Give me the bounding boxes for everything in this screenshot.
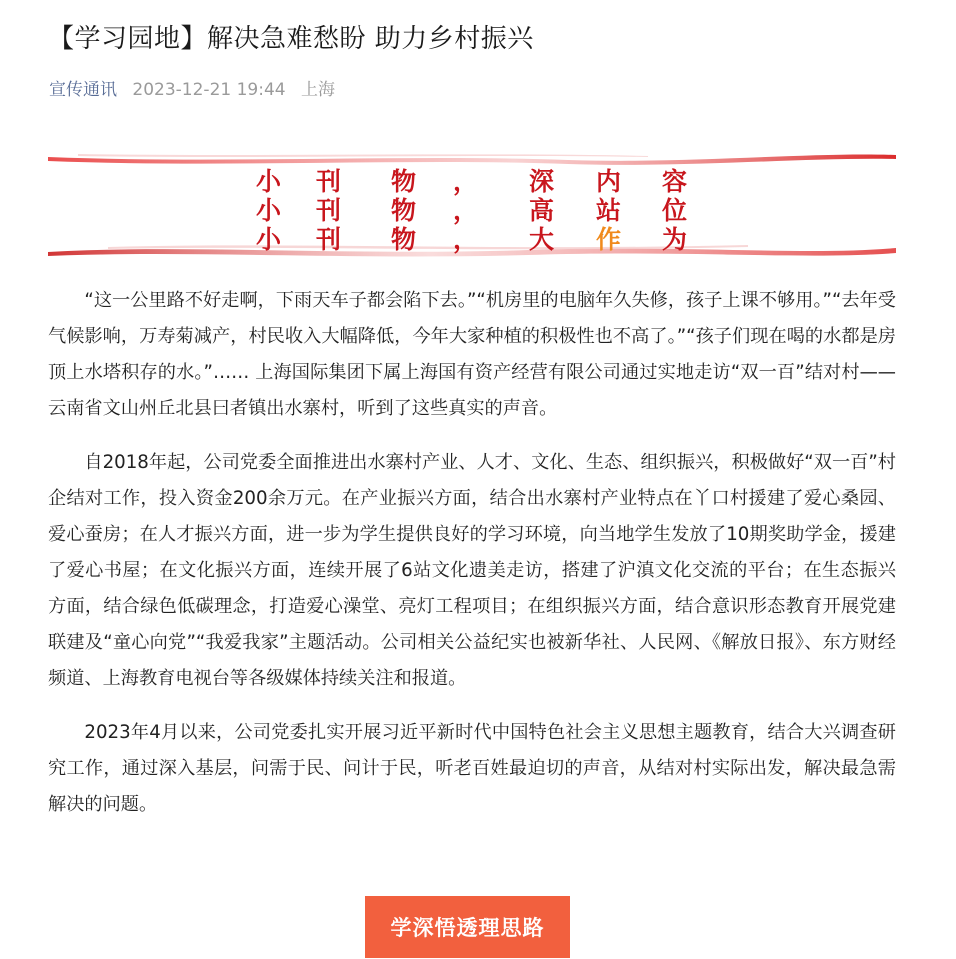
slogan-char: 刊 bbox=[316, 225, 342, 254]
header-banner bbox=[48, 152, 896, 258]
slogan-char: 小 bbox=[256, 196, 282, 225]
article-body bbox=[48, 283, 896, 841]
slogan-char: 内 bbox=[596, 167, 622, 196]
article-meta bbox=[49, 75, 345, 100]
slogan-char: 位 bbox=[662, 196, 688, 225]
publish-location: 上海 bbox=[301, 80, 336, 100]
slogan-char: 大 bbox=[529, 225, 555, 254]
banner-slogan-row-1 bbox=[48, 162, 896, 196]
article-title: 【学习园地】解决急难愁盼 助力乡村振兴 bbox=[48, 24, 534, 54]
article-paragraph: “这一公里路不好走啊，下雨天车子都会陷下去。”“机房里的电脑年久失修，孩子上课不够用。”“去年受气候影响，万寿菊减产，村民收入大幅降低，今年大家种植的积极性也不高了。”“孩子们现在喝的水都是房顶上水塔积存的水。”…… 上海国际集团下属上海国有资产经营有限公司通过实地走访“双一百”结对村——云南省文山州丘北县曰者镇出水寨村，听到了这些真实的声音。 bbox=[48, 290, 896, 419]
slogan-char: ， bbox=[453, 225, 479, 254]
banner-slogan-row-2 bbox=[48, 191, 896, 225]
article-paragraph: 2023年4月以来，公司党委扎实开展习近平新时代中国特色社会主义思想主题教育，结合大兴调查研究工作，通过深入基层，问需于民、问计于民，听老百姓最迫切的声音，从结对村实际出发，解决最急需解决的问题。 bbox=[48, 722, 896, 815]
slogan-char: 刊 bbox=[316, 196, 342, 225]
slogan-char: 高 bbox=[529, 196, 555, 225]
slogan-char: 物 bbox=[391, 167, 417, 196]
slogan-char: 为 bbox=[662, 225, 688, 254]
slogan-char: 小 bbox=[256, 225, 282, 254]
slogan-char: 容 bbox=[662, 167, 688, 196]
section-heading-tag: 学深悟透理思路 bbox=[365, 896, 570, 958]
slogan-char: ， bbox=[453, 196, 479, 225]
slogan-char: ， bbox=[453, 167, 479, 196]
article-paragraph: 自2018年起，公司党委全面推进出水寨村产业、人才、文化、生态、组织振兴，积极做好“双一百”村企结对工作，投入资金200余万元。在产业振兴方面，结合出水寨村产业特点在丫口村援建了爱心桑园、爱心蚕房；在人才振兴方面，进一步为学生提供良好的学习环境，向当地学生发放了10期奖助学金，援建了爱心书屋；在文化振兴方面，连续开展了6站文化遗美走访，搭建了沪滇文化交流的平台；在生态振兴方面，结合绿色低碳理念，打造爱心澡堂、亮灯工程项目；在组织振兴方面，结合意识形态教育开展党建联建及“童心向党”“我爱我家”主题活动。公司相关公益纪实也被新华社、人民网、《解放日报》、东方财经频道、上海教育电视台等各级媒体持续关注和报道。 bbox=[48, 452, 896, 689]
slogan-char: 刊 bbox=[316, 167, 342, 196]
slogan-char: 站 bbox=[596, 196, 622, 225]
slogan-char: 小 bbox=[256, 167, 282, 196]
account-name-link[interactable]: 宣传通讯 bbox=[49, 80, 117, 100]
slogan-char: 作 bbox=[596, 225, 622, 254]
publish-datetime: 2023-12-21 19:44 bbox=[132, 80, 286, 100]
slogan-char: 深 bbox=[529, 167, 555, 196]
slogan-char: 物 bbox=[391, 196, 417, 225]
banner-slogan-row-3 bbox=[48, 220, 896, 254]
slogan-char: 物 bbox=[391, 225, 417, 254]
